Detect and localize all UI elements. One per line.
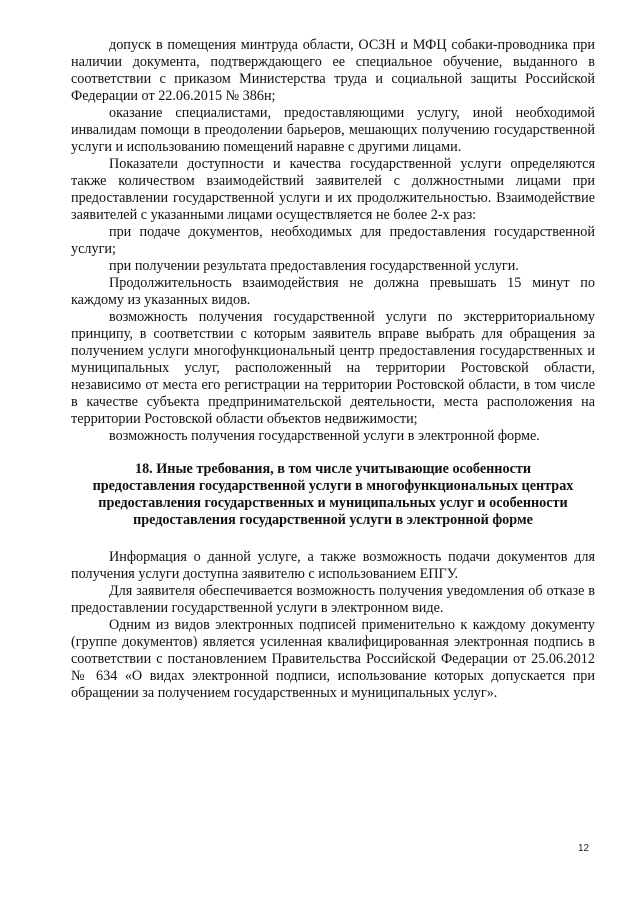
paragraph: при подаче документов, необходимых для предоставления государственной услуги; xyxy=(71,224,595,257)
section-heading xyxy=(71,461,595,529)
heading-line: 18. Иные требования, в том числе учитывающие особенности xyxy=(134,461,532,477)
document-body xyxy=(71,37,595,702)
page-number: 12 xyxy=(578,843,590,854)
heading-line: предоставления государственной услуги в электронной форме xyxy=(133,512,533,528)
paragraph: Одним из видов электронных подписей применительно к каждому документу (группе документов) является усиленная квалифицированная электронная подпись в соответствии с постановлением Правительства Российской Федерации от 25.06.2012 № 634 «О видах электронной подписи, использование которых допускается при обращении за получением государственных и муниципальных услуг». xyxy=(71,617,595,701)
paragraph: Показатели доступности и качества государственной услуги определяются также количеством взаимодействий заявителей с должностными лицами при предоставлении государственной услуги и их продолжительностью. Взаимодействие заявителей с указанными лицами осуществляется не более 2-х раз: xyxy=(71,156,595,223)
paragraph: Продолжительность взаимодействия не должна превышать 15 минут по каждому из указанных видов. xyxy=(71,275,595,308)
heading-line: предоставления государственной услуги в многофункциональных центрах xyxy=(92,478,574,494)
heading-line: предоставления государственных и муниципальных услуг и особенности xyxy=(98,495,568,511)
paragraph: допуск в помещения минтруда области, ОСЗН и МФЦ собаки-проводника при наличии документа, подтверждающего ее специальное обучение, выданного в соответствии с приказом Министерства труда и социальной защиты Российской Федерации от 22.06.2015 № 386н; xyxy=(71,37,595,104)
paragraph: возможность получения государственной услуги по экстерриториальному принципу, в соответствии с которым заявитель вправе выбрать для обращения за получением услуги многофункциональный центр предоставления государственных и муниципальных услуг, расположенный на территории Ростовской области, независимо от места его регистрации на территории Ростовской области, в том числе в качестве субъекта предпринимательской деятельности, места расположения на территории Ростовской области объектов недвижимости; xyxy=(71,309,595,427)
paragraph: Для заявителя обеспечивается возможность получения уведомления об отказе в предоставлении государственной услуги в электронном виде. xyxy=(71,583,595,616)
paragraph: при получении результата предоставления государственной услуги. xyxy=(109,258,519,274)
paragraph: оказание специалистами, предоставляющими услугу, иной необходимой инвалидам помощи в преодолении барьеров, мешающих получению государственной услуги и использованию помещений наравне с другими лицами. xyxy=(71,105,595,155)
paragraph: возможность получения государственной услуги в электронной форме. xyxy=(109,428,540,444)
paragraph: Информация о данной услуге, а также возможность подачи документов для получения услуги доступна заявителю с использованием ЕПГУ. xyxy=(71,549,595,582)
